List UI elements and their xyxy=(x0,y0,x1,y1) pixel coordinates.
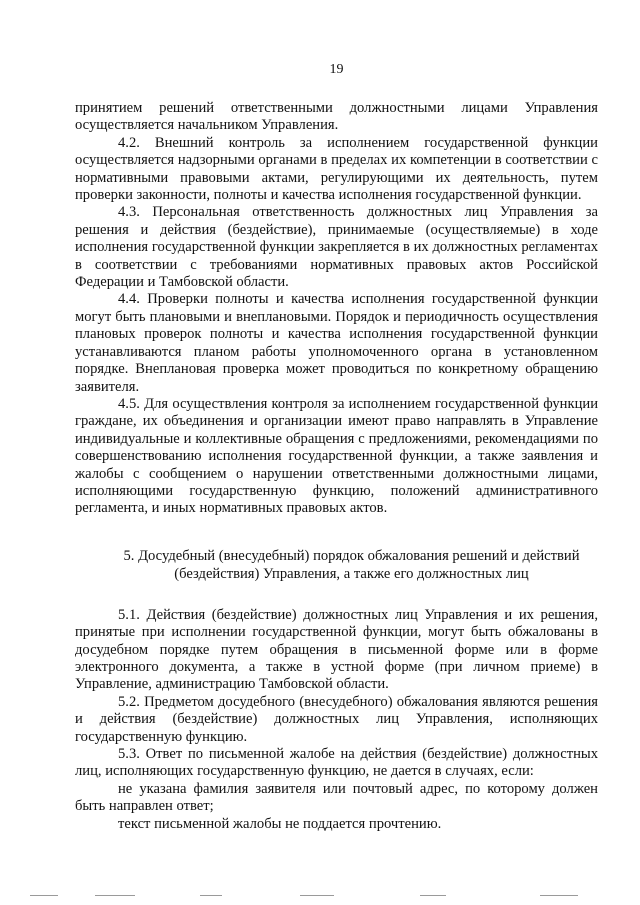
page-number: 19 xyxy=(329,62,344,77)
paragraph-4-4: 4.4. Проверки полноты и качества исполнения государственной функции могут быть плановыми и внеплановыми. Порядок и периодичность осуществления плановых проверок полноты и качества исполнения государственной функции устанавливаются планом работы уполномоченного органа в установленном порядке. Внеплановая проверка может проводиться по конкретному обращению заявителя. xyxy=(75,291,598,395)
section-5-heading-line-1: 5. Досудебный (внесудебный) порядок обжалования решений и действий xyxy=(123,547,580,564)
paragraph-5-3: 5.3. Ответ по письменной жалобе на действия (бездействие) должностных лиц, исполняющих государственную функцию, не дается в случаях, если: xyxy=(75,746,598,780)
document-page xyxy=(75,62,598,833)
paragraph-5-2: 5.2. Предметом досудебного (внесудебного) обжалования являются решения и действия (бездействие) должностных лиц Управления, исполняющих государственную функцию. xyxy=(75,693,598,745)
paragraph-4-1-continuation: принятием решений ответственными должностными лицами Управления осуществляется начальником Управления. xyxy=(75,100,598,134)
section-5-heading-line-2: (бездействия) Управления, а также его должностных лиц xyxy=(174,565,529,582)
list-item-5-3-a: не указана фамилия заявителя или почтовый адрес, по которому должен быть направлен ответ; xyxy=(75,780,598,815)
section-4-text xyxy=(75,100,598,518)
paragraph-4-5: 4.5. Для осуществления контроля за исполнением государственной функции граждане, их объединения и организации имеют право направлять в Управление индивидуальные и коллективные обращения с предложениями, рекомендациями по совершенствованию исполнения государственной функции, а также заявления и жалобы с сообщением о нарушении ответственными должностными лицами, исполняющими государственную функцию, положений административного регламента, и иных нормативных правовых актов. xyxy=(75,395,598,517)
paragraph-5-1: 5.1. Действия (бездействие) должностных лиц Управления и их решения, принятые при исполнении государственной функции, могут быть обжалованы в досудебном порядке путем обращения в письменной форме или в форме электронного документа, а также в устной форме (при личном приеме) в Управление, администрацию Тамбовской области. xyxy=(75,606,598,693)
paragraph-4-3: 4.3. Персональная ответственность должностных лиц Управления за решения и действия (бездействие), принимаемые (осуществляемые) в ходе исполнения государственной функции закрепляется в их должностных регламентах в соответствии с требованиями нормативных правовых актов Российской Федерации и Тамбовской области. xyxy=(75,204,598,291)
list-item-5-3-b: текст письменной жалобы не поддается прочтению. xyxy=(118,815,442,832)
section-5-heading xyxy=(75,547,598,583)
section-5-text xyxy=(75,607,598,833)
paragraph-4-2: 4.2. Внешний контроль за исполнением государственной функции осуществляется надзорными органами в пределах их компетенции в соответствии с нормативными правовыми актами, регулирующими их деятельность, путем проверки законности, полноты и качества исполнения государственной функции. xyxy=(75,134,598,204)
scan-edge-artifacts xyxy=(0,895,640,899)
